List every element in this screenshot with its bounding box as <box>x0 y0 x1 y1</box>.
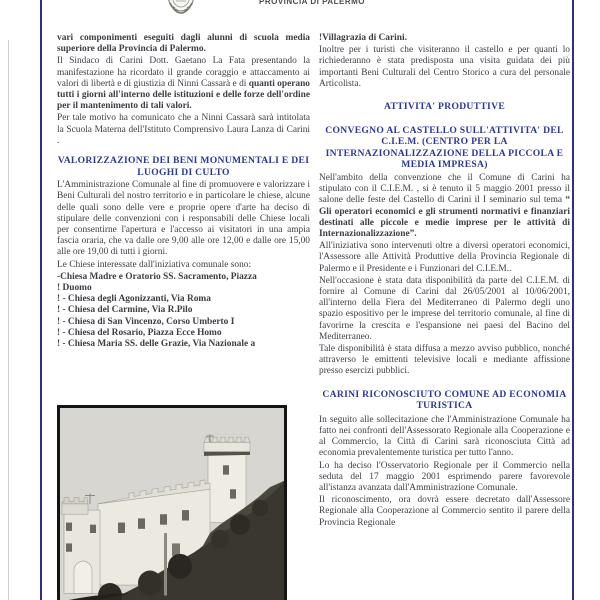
paragraph: Il riconoscimento, ora dovrà essere decretato dall'Assessore Regionale alla Cooperazione al Commercio sentito il parere della Provincia Regionale <box>319 495 570 528</box>
article-heading: CONVEGNO AL CASTELLO SULL'ATTIVITA' DEL C.I.E.M. (CENTRO PER LA INTERNAZIONALIZZAZIONE DELLA PICCOLA E MEDIA IMPRESA) <box>325 124 564 171</box>
paragraph: Tale disponibilità è stata diffusa a mezzo avviso pubblico, nonché attraverso le emittenti televisive locali e mediante affissione presso esercizi pubblici. <box>319 344 570 377</box>
paragraph: Le Chiese interessate dall'iniziativa comunale sono: <box>57 259 252 270</box>
list-item: ! Duomo <box>57 283 92 294</box>
paragraph-text-bold: quanti operano tutti i giorni all'interno delle istituzioni e delle forze dell'ordine per il mantenimento di tali valori. <box>57 78 310 112</box>
left-column <box>57 33 310 350</box>
paragraph: Nell'occasione è stata data disponibilità da parte del C.I.E.M. di fornire al Comune di Carini dal 26/05/2001 al 10/06/2001, all'interno della Fiera del Mediterraneo di Palermo degli uno spazio espositivo per le imprese del territorio comunale, al fine di favorirne la crescita e l'espansione nei paesi del Bacino del Mediterraneo. <box>319 275 570 342</box>
paragraph: In seguito alle sollecitazione che l'Amministrazione Comunale ha fatto nei confronti dell'Assessorato Regionale alla Cooperazione e al Commercio, la Città di Carini sarà riconosciuta Città ad economia prevalentemente turistica per tutto l'anno. <box>319 414 570 459</box>
section-heading: CARINI RICONOSCIUTO COMUNE AD ECONOMIA TURISTICA <box>322 388 567 412</box>
right-column <box>319 33 570 530</box>
list-item: ! - Chiesa del Carmine, Via R.Pilo <box>57 305 193 316</box>
church-list <box>57 272 310 350</box>
scan-edge-line <box>8 40 9 600</box>
castle-illustration <box>60 408 284 600</box>
paragraph: All'iniziativa sono intervenuti oltre a diversi operatori economici, l'Assessore alle Attività Produttive della Provincia Regionale di Palermo e il Presidente e i Funzionari del C.I.E.M.. <box>319 241 570 274</box>
paragraph: vari componimenti eseguiti dagli alunni di scuola media superiore della Provincia di Palermo. <box>57 33 310 55</box>
paragraph: Per tale motivo ha comunicato che a Ninni Cassarà sarà intitolata la Scuola Materna dell'Istituto Comprensivo Laura Lanza di Carini . <box>57 113 310 146</box>
paragraph-text: Il Sindaco di Carini Dott. Gaetano La Fata presentando la manifestazione ha ricordato il grande coraggio e attaccamento ai valori di libertà e di giustizia di Ninni Cassarà e di <box>57 56 310 89</box>
paragraph-text: Nell'ambito della convenzione che il Comune di Carini ha stipulato con il C.I.E.M. , si è tenuto il 5 maggio 2001 presso il salone delle feste del Castello di Carini il I seminario sul tema <box>319 172 570 206</box>
coat-of-arms-icon <box>163 0 199 16</box>
page-border-left <box>40 0 42 600</box>
list-item: -Chiesa Madre e Oratorio SS. Sacramento, Piazza <box>57 271 257 282</box>
list-item: ! - Chiesa Maria SS. delle Grazie, Via Nazionale a <box>57 339 256 350</box>
section-heading: VALORIZZAZIONE DEI BENI MONUMENTALI E DEI LUOGHI DI CULTO <box>57 155 310 178</box>
list-item: ! - Chiesa di San Vincenzo, Corso Umberto I <box>57 316 235 327</box>
paragraph: Inoltre per i turisti che visiteranno il castello e per quanti lo richiederanno è stata predisposta una visita guidata dei più importanti Beni Culturali del Centro Storico a cura del personale Articolista. <box>319 45 570 89</box>
paragraph <box>57 56 310 112</box>
paragraph: !Villagrazia di Carini. <box>319 33 407 43</box>
paragraph-text-bold: “ Gli operatori economici e gli strumenti normativi e finanziari destinati alle piccole e medie imprese per le attività di Internazionalizzazione”. <box>319 195 570 239</box>
header-title: PROVINCIA DI PALERMO <box>259 0 366 6</box>
list-item: ! - Chiesa del Rosario, Piazza Ecce Homo <box>57 327 222 338</box>
list-item: ! - Chiesa degli Agonizzanti, Via Roma <box>57 294 211 305</box>
page-border-right <box>572 0 574 600</box>
paragraph <box>319 173 570 240</box>
castle-photo <box>57 405 287 600</box>
paragraph: L'Amministrazione Comunale al fine di promuovere e valorizzare i Beni Culturali del nostro territorio e in particolare le chiese, alcune delle quali sono delle vere e proprie opere d'arte ha deciso di stipulare delle convenzioni con i responsabili delle Chiese locali per consentirne l'apertura e l'accesso ai visitatori in una ampia fascia oraria, che va dalle ore 9,00 alle ore 12,00 e dalle ore 15,00 alle ore 19,00 di tutti i giorni. <box>57 180 310 258</box>
section-heading: ATTIVITA' PRODUTTIVE <box>383 101 506 113</box>
paragraph: Lo ha deciso l'Osservatorio Regionale per il Commercio nella seduta del 17 maggio 2001 esprimendo parere favorevole all'istanza avanzata dall'Amministrazione Comunale. <box>319 460 570 494</box>
